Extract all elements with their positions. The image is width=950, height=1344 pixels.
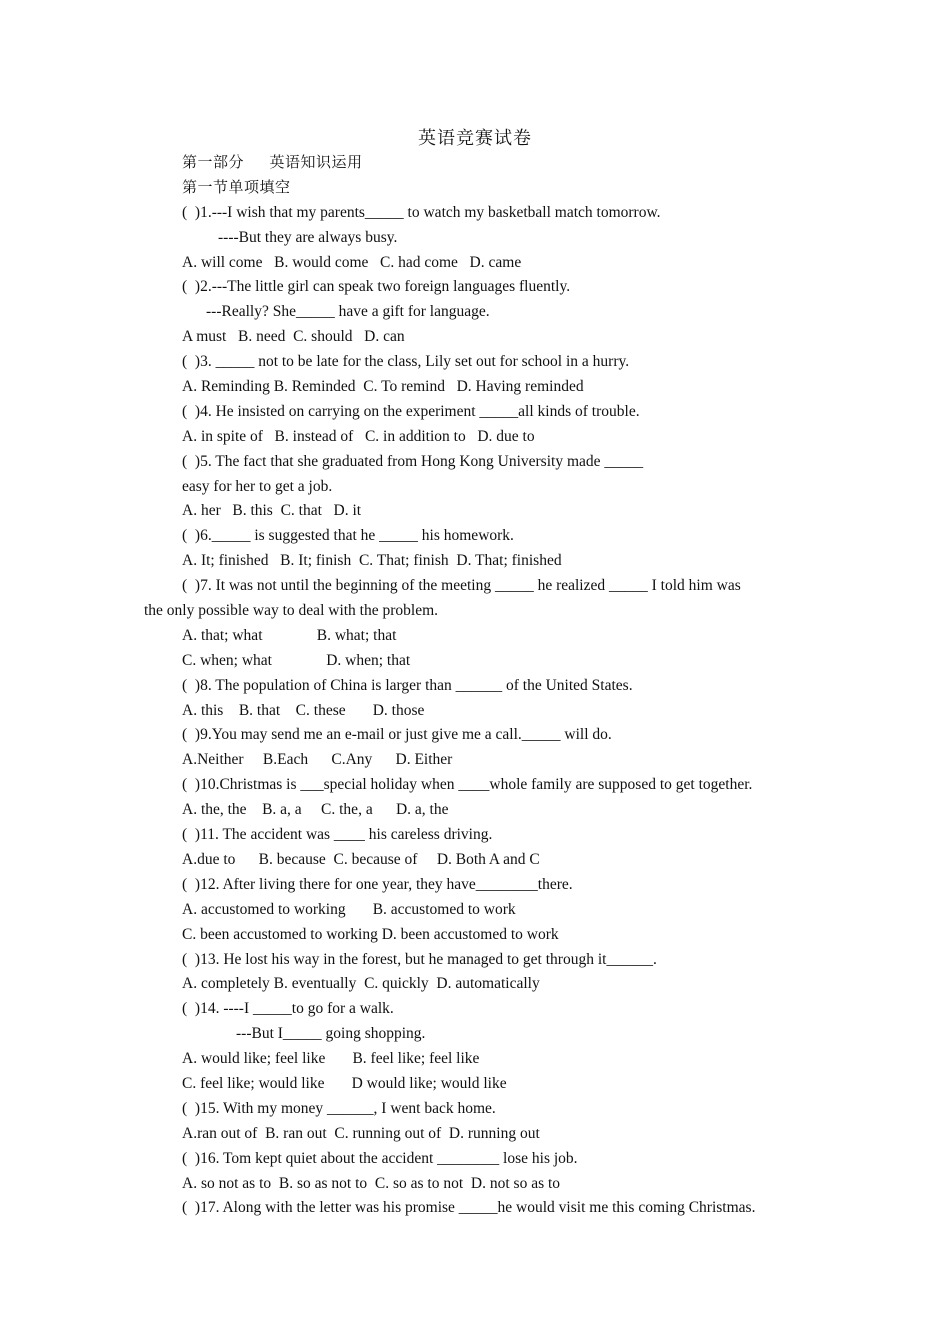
question-7-options-ab: A. that; what B. what; that [182,626,397,644]
question-10: ( )10.Christmas is ___special holiday when ____whole family are supposed to get together. [182,776,753,794]
exam-body [0,151,950,1221]
question-14-options-ab: A. would like; feel like B. feel like; feel like [182,1050,480,1068]
question-10-options: A. the, the B. a, a C. the, a D. a, the [182,801,449,819]
question-14-options-cd: C. feel like; would like D would like; would like [182,1074,507,1092]
question-2-reply: ---Really? She_____ have a gift for language. [206,303,490,321]
question-6: ( )6._____ is suggested that he _____ his homework. [182,527,514,545]
question-7-options-cd: C. when; what D. when; that [182,651,411,669]
question-7: ( )7. It was not until the beginning of the meeting _____ he realized _____ I told him was [182,577,741,595]
question-8-options: A. this B. that C. these D. those [182,701,425,719]
section-heading: 第一节单项填空 [182,179,291,196]
question-17: ( )17. Along with the letter was his promise _____he would visit me this coming Christmas. [182,1199,756,1217]
question-5: ( )5. The fact that she graduated from Hong Kong University made _____ [182,452,644,470]
question-12-options-ab: A. accustomed to working B. accustomed to work [182,900,516,918]
question-6-options: A. It; finished B. It; finish C. That; finish D. That; finished [182,552,562,570]
question-11-options: A.due to B. because C. because of D. Both A and C [182,850,540,868]
question-13-options: A. completely B. eventually C. quickly D. automatically [182,975,540,993]
question-3: ( )3. _____ not to be late for the class, Lily set out for school in a hurry. [182,353,630,371]
question-1: ( )1.---I wish that my parents_____ to watch my basketball match tomorrow. [182,203,661,221]
question-14-reply: ---But I_____ going shopping. [236,1025,426,1043]
question-5-continued: easy for her to get a job. [182,477,333,495]
question-7-continued: the only possible way to deal with the problem. [144,602,439,620]
question-4: ( )4. He insisted on carrying on the experiment _____all kinds of trouble. [182,402,640,420]
question-15: ( )15. With my money ______, I went back home. [182,1099,496,1117]
question-4-options: A. in spite of B. instead of C. in addition to D. due to [182,427,535,445]
question-2-options: A must B. need C. should D. can [182,328,405,346]
question-16: ( )16. Tom kept quiet about the accident ________ lose his job. [182,1149,578,1167]
question-12-options-cd: C. been accustomed to working D. been accustomed to work [182,925,559,943]
question-9-options: A.Neither B.Each C.Any D. Either [182,751,453,769]
question-2: ( )2.---The little girl can speak two foreign languages fluently. [182,278,571,296]
exam-title: 英语竞赛试卷 [418,128,532,148]
question-11: ( )11. The accident was ____ his careless driving. [182,826,493,844]
part-heading: 第一部分 英语知识运用 [182,155,363,171]
question-5-options: A. her B. this C. that D. it [182,502,362,520]
question-13: ( )13. He lost his way in the forest, but he managed to get through it______. [182,950,657,968]
question-1-options: A. will come B. would come C. had come D. came [182,253,522,271]
question-8: ( )8. The population of China is larger than ______ of the United States. [182,676,633,694]
question-9: ( )9.You may send me an e-mail or just give me a call._____ will do. [182,726,612,744]
question-3-options: A. Reminding B. Reminded C. To remind D. Having reminded [182,378,584,396]
question-12: ( )12. After living there for one year, they have________there. [182,875,573,893]
question-16-options: A. so not as to B. so as not to C. so as to not D. not so as to [182,1174,561,1192]
question-15-options: A.ran out of B. ran out C. running out of D. running out [182,1124,540,1142]
question-14: ( )14. ----I _____to go for a walk. [182,1000,394,1018]
question-1-reply: ----But they are always busy. [218,228,398,246]
